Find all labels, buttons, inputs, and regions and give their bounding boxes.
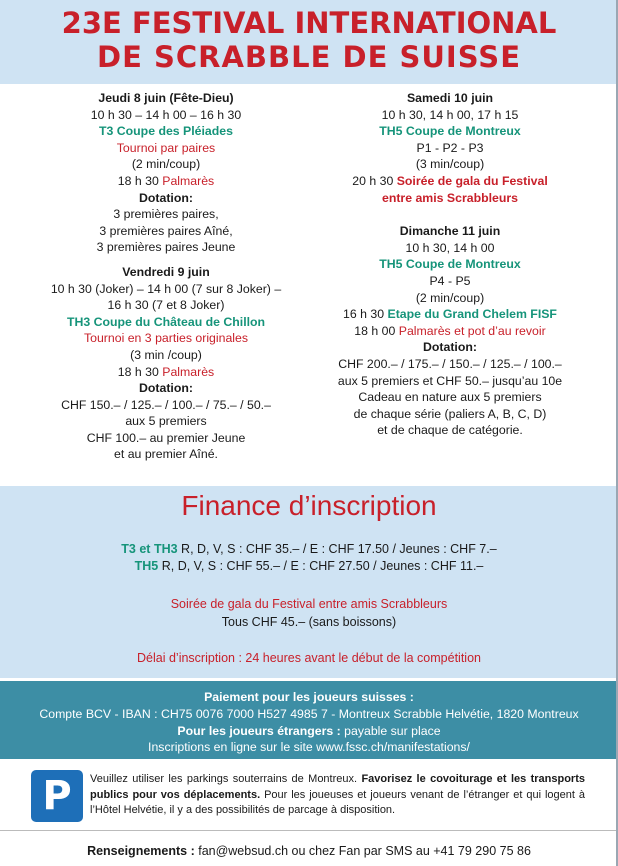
thursday-palmares — [16, 173, 316, 190]
schedule-left-column — [16, 90, 316, 463]
thursday-prize-2: 3 premières paires Aîné, — [99, 223, 233, 238]
fees-gala-price: Tous CHF 45.– (sans boissons) — [221, 615, 397, 629]
friday-prize-3: CHF 100.– au premier Jeune — [86, 430, 246, 445]
contact-line — [0, 843, 618, 859]
thursday-pace: (2 min/coup) — [131, 157, 201, 172]
sunday-prize-4: de chaque série (paliers A, B, C, D) — [353, 406, 547, 421]
saturday-gala-label-2: entre amis Scrabbleurs — [381, 190, 518, 205]
friday-times-1: 10 h 30 (Joker) – 14 h 00 (7 sur 8 Joker) – — [50, 281, 282, 296]
thursday-palmares-label: Palmarès — [162, 173, 215, 188]
sunday-pace: (2 min/coup) — [415, 290, 485, 305]
friday-palmares-label: Palmarès — [162, 364, 215, 379]
sunday-event: TH5 Coupe de Montreux — [379, 257, 521, 272]
saturday-gala — [305, 173, 595, 190]
fees-th5-line — [0, 558, 618, 574]
title-line-1: 23E FESTIVAL INTERNATIONAL — [61, 6, 557, 40]
sunday-prize-5: et de chaque de catégorie. — [377, 423, 523, 438]
friday-day: Vendredi 9 juin — [122, 264, 210, 279]
parking-text-2: Pour les joueuses et joueurs venant de l’étranger et qui logent à l’Hôtel Helvétie, il y a des possibilités de parcage à disposition. — [90, 788, 585, 816]
fees-t3-line — [0, 541, 618, 557]
fees-t3-text: R, D, V, S : CHF 35.– / E : CHF 17.50 / Jeunes : CHF 7.– — [181, 542, 497, 556]
thursday-dotation-label: Dotation: — [139, 190, 193, 205]
parking-text-1: Veuillez utiliser les parkings souterrains de Montreux. — [90, 773, 358, 785]
fees-th5-label: TH5 — [134, 559, 159, 573]
thursday-prize-1: 3 premières paires, — [113, 207, 219, 222]
fees-deadline: Délai d’inscription : 24 heures avant le début de la compétition — [137, 651, 481, 665]
friday-prize-1: CHF 150.– / 125.– / 100.– / 75.– / 50.– — [61, 397, 271, 412]
saturday-day: Samedi 10 juin — [406, 91, 494, 105]
schedule-right-column — [305, 90, 595, 439]
thursday-times: 10 h 30 – 14 h 00 – 16 h 30 — [90, 107, 242, 122]
fees-title: Finance d’inscription — [181, 490, 437, 521]
thursday-day: Jeudi 8 juin (Fête-Dieu) — [98, 91, 234, 105]
parking-text — [90, 772, 585, 819]
sunday-grand-chelem-label: Etape du Grand Chelem FISF — [387, 307, 557, 322]
fees-th5-text: R, D, V, S : CHF 55.– / E : CHF 27.50 / Jeunes : CHF 11.– — [161, 559, 484, 573]
friday-palmares — [16, 364, 316, 381]
payment-foreign-label: Pour les joueurs étrangers : — [177, 724, 341, 738]
sunday-prize-1: CHF 200.– / 175.– / 150.– / 125.– / 100.– — [338, 356, 562, 371]
contact-text: fan@websud.ch ou chez Fan par SMS au +41 79 290 75 86 — [198, 844, 531, 858]
payment-online: Inscriptions en ligne sur le site www.fssc.ch/manifestations/ — [148, 740, 470, 754]
payment-swiss-label: Paiement pour les joueurs suisses : — [204, 690, 414, 704]
thursday-palmares-time: 18 h 30 — [117, 173, 159, 188]
friday-pace: (3 min /coup) — [130, 347, 202, 362]
friday-event: TH3 Coupe du Château de Chillon — [66, 314, 266, 329]
sunday-palmares — [305, 323, 595, 340]
title-line-2: DE SCRABBLE DE SUISSE — [97, 40, 521, 74]
thursday-format: Tournoi par paires — [116, 140, 216, 155]
payment-foreign — [0, 723, 618, 739]
payment-foreign-text: payable sur place — [344, 724, 441, 738]
parking-icon: P — [31, 770, 83, 822]
friday-times-2: 16 h 30 (7 et 8 Joker) — [107, 298, 225, 313]
saturday-pace: (3 min/coup) — [415, 157, 485, 172]
saturday-event: TH5 Coupe de Montreux — [379, 124, 521, 139]
friday-format: Tournoi en 3 parties originales — [83, 331, 249, 346]
fees-gala-title: Soirée de gala du Festival entre amis Scrabbleurs — [170, 597, 448, 611]
divider — [0, 830, 618, 831]
fees-t3-label: T3 et TH3 — [121, 542, 178, 556]
sunday-dotation-label: Dotation: — [423, 340, 477, 355]
thursday-prize-3: 3 premières paires Jeune — [96, 240, 236, 255]
sunday-palmares-label: Palmarès et pot d’au revoir — [398, 323, 546, 338]
contact-label: Renseignements : — [87, 844, 195, 858]
friday-prize-4: et au premier Aîné. — [114, 447, 218, 462]
sunday-times: 10 h 30, 14 h 00 — [405, 240, 495, 255]
thursday-event: T3 Coupe des Pléiades — [99, 124, 233, 139]
saturday-parts: P1 - P2 - P3 — [416, 140, 484, 155]
sunday-grand-chelem — [305, 306, 595, 323]
saturday-gala-time: 20 h 30 — [352, 173, 394, 188]
sunday-prize-2: aux 5 premiers et CHF 50.– jusqu’au 10e — [337, 373, 563, 388]
parking-text-bold: Favorisez le covoiturage et les transports publics pour vos déplacements. — [90, 773, 585, 801]
page-title — [0, 6, 618, 74]
friday-palmares-time: 18 h 30 — [117, 364, 159, 379]
sunday-prize-3: Cadeau en nature aux 5 premiers — [358, 390, 542, 405]
sunday-grand-chelem-time: 16 h 30 — [343, 307, 385, 322]
schedule — [0, 90, 618, 480]
sunday-palmares-time: 18 h 00 — [354, 323, 396, 338]
friday-dotation-label: Dotation: — [139, 381, 193, 396]
payment-swiss-account: Compte BCV - IBAN : CH75 0076 7000 H527 4985 7 - Montreux Scrabble Helvétie, 1820 Montreux — [39, 707, 579, 721]
sunday-day: Dimanche 11 juin — [399, 224, 501, 239]
saturday-gala-label-1: Soirée de gala du Festival — [396, 173, 548, 188]
friday-prize-2: aux 5 premiers — [125, 414, 207, 429]
saturday-times: 10 h 30, 14 h 00, 17 h 15 — [381, 107, 519, 122]
sunday-parts: P4 - P5 — [429, 273, 471, 288]
